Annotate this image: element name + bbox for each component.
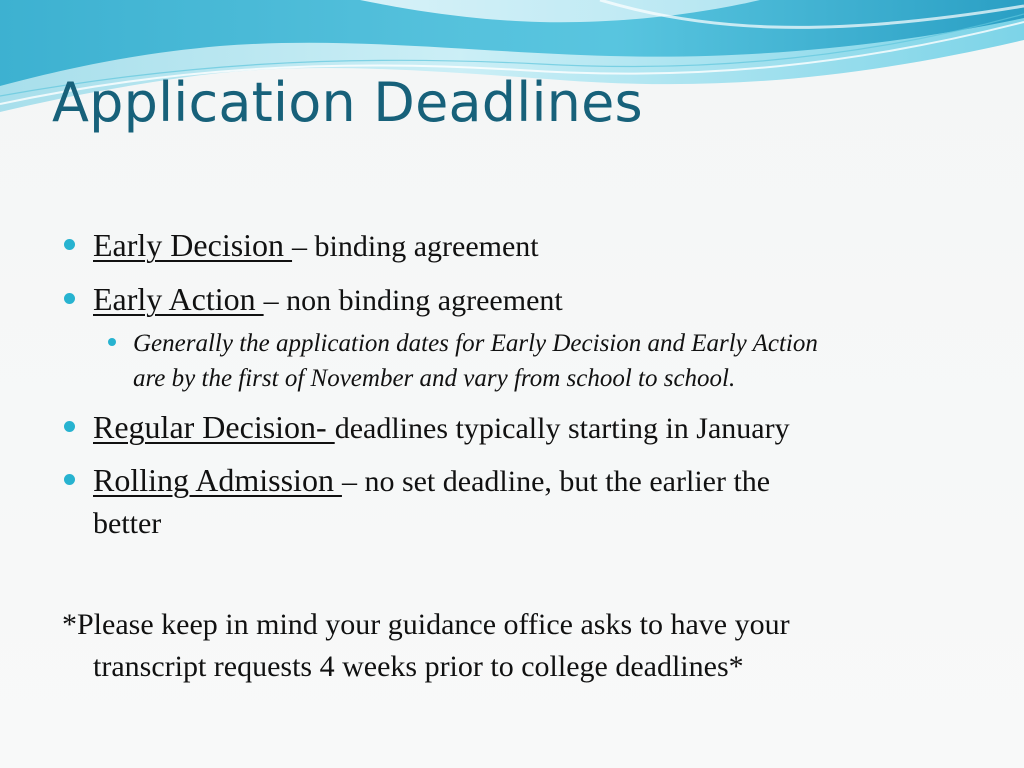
bullet-early-decision bbox=[93, 224, 963, 268]
bullet-text: – no set deadline, but the earlier the bbox=[341, 465, 771, 498]
guidance-office-note bbox=[62, 604, 962, 688]
sub-bullet-line-1: Generally the application dates for Early Decision and Early Action bbox=[133, 330, 818, 357]
bullet-dot-icon bbox=[64, 421, 75, 432]
bullet-text-continued: better bbox=[93, 507, 162, 540]
sub-bullet-dates-note bbox=[133, 326, 963, 396]
bullet-term: Early Action bbox=[93, 281, 264, 317]
bullet-term: Early Decision bbox=[93, 227, 293, 263]
bullet-regular-decision bbox=[93, 406, 963, 450]
bullet-text: – binding agreement bbox=[292, 230, 539, 263]
slide-title: Application Deadlines bbox=[52, 71, 643, 134]
sub-bullet-line-2: are by the first of November and vary from school to school. bbox=[133, 365, 736, 392]
bullet-text: deadlines typically starting in January bbox=[334, 412, 790, 445]
bullet-dot-icon bbox=[64, 474, 75, 485]
note-line-2: transcript requests 4 weeks prior to college deadlines* bbox=[93, 650, 744, 683]
bullet-early-action bbox=[93, 278, 963, 322]
note-line-1: *Please keep in mind your guidance office asks to have your bbox=[62, 608, 790, 641]
bullet-term: Rolling Admission bbox=[93, 462, 342, 498]
sub-bullet-dot-icon bbox=[108, 338, 116, 346]
bullet-text: – non binding agreement bbox=[263, 284, 563, 317]
bullet-term: Regular Decision- bbox=[93, 409, 335, 445]
bullet-dot-icon bbox=[64, 293, 75, 304]
bullet-dot-icon bbox=[64, 239, 75, 250]
bullet-rolling-admission bbox=[93, 459, 963, 545]
